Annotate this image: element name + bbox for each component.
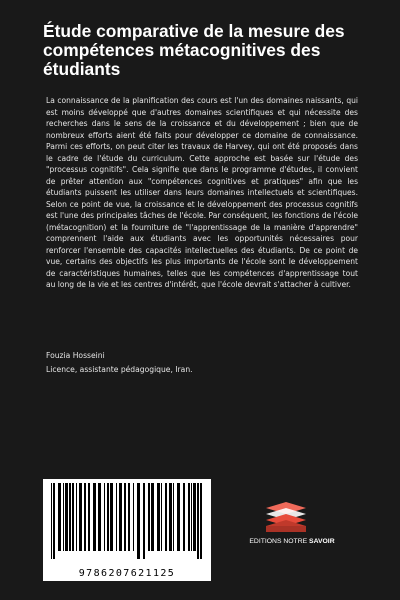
barcode-bar — [148, 483, 150, 551]
barcode-bar — [119, 483, 122, 551]
barcode-bars — [49, 483, 205, 559]
publisher-name-part2: SAVOIR — [309, 538, 335, 545]
barcode-bar — [128, 483, 130, 551]
barcode-bar — [107, 483, 109, 551]
book-title: Étude comparative de la mesure des compétences métacognitives des étudiants — [43, 21, 345, 79]
barcode-bar — [173, 483, 174, 551]
barcode-bar — [79, 483, 82, 551]
barcode-bar — [183, 483, 185, 551]
barcode-bar — [193, 483, 196, 551]
barcode-bar — [53, 483, 55, 559]
barcode-bar — [200, 483, 202, 559]
book-description: La connaissance de la planification des cours est l'un des domaines naissants, qui est moins développé que d'autres domaines scientifiques et qui nécessite des recherches dans le sens de la croissance et du développement ; bien que de nombreux efforts aient été faits pour développer ce domaine de connaissance. Parmi ces efforts, on peut citer les travaux de Harvey, qui ont été proposés dans le cadre de l'étude du curriculum. Cette approche est basée sur l'étude des "processus cognitifs". Cela signifie que dans le programme d'études, il convient de prêter attention aux "compétences cognitives et pratiques" afin que les étudiants puissent les utiliser dans leurs domaines intellectuels et scientifiques. Selon ce point de vue, la croissance et le développement des processus cognitifs est l'une des principales tâches de l'école. Par conséquent, les fonctions de l'école (métacognition) et la fourniture de "l'apprentissage de la manière d'apprendre" comprennent l'aide aux étudiants avec les opportunités nécessaires pour renforcer l'ensemble des capacités intellectuelles des étudiants. De ce point de vue, certains des objectifs les plus importants de l'école sont le développement de caractéristiques humaines, telles que les compétences d'apprentissage tout au long de la vie et les centres d'intérêt, que l'école devrait s'attacher à cultiver. — [46, 96, 358, 289]
barcode-bar — [157, 483, 160, 551]
barcode-bar — [188, 483, 190, 551]
author-block — [46, 349, 346, 377]
stacked-books-icon — [256, 500, 316, 536]
publisher-name-part1: EDITIONS NOTRE — [249, 538, 310, 545]
isbn-number: 9786207621125 — [78, 568, 176, 579]
barcode-bar — [76, 483, 77, 551]
barcode-bar — [151, 483, 154, 551]
barcode-bar — [51, 483, 52, 559]
barcode-bar — [65, 483, 68, 551]
author-name: Fouzia Hosseini — [46, 351, 105, 360]
barcode-bar — [133, 483, 134, 551]
barcode-bar — [88, 483, 90, 551]
barcode-bar — [84, 483, 86, 551]
author-info: Licence, assistante pédagogique, Iran. — [46, 365, 193, 374]
barcode-bar — [197, 483, 199, 559]
barcode-bar — [93, 483, 96, 551]
barcode-bar — [104, 483, 105, 551]
barcode-bar — [116, 483, 117, 551]
barcode-bar — [191, 483, 192, 551]
barcode-bar — [72, 483, 74, 551]
barcode — [43, 479, 211, 581]
barcode-bar — [177, 483, 180, 551]
barcode-bar — [98, 483, 101, 551]
barcode-bar — [110, 483, 113, 551]
barcode-bar — [165, 483, 167, 551]
barcode-bar — [63, 483, 64, 551]
publisher-name — [244, 538, 340, 545]
barcode-bar — [169, 483, 172, 551]
barcode-bar — [137, 483, 140, 559]
barcode-bar — [69, 483, 71, 551]
barcode-bar — [58, 483, 61, 551]
barcode-bar — [143, 483, 145, 559]
barcode-bar — [161, 483, 162, 551]
barcode-bar — [124, 483, 126, 551]
